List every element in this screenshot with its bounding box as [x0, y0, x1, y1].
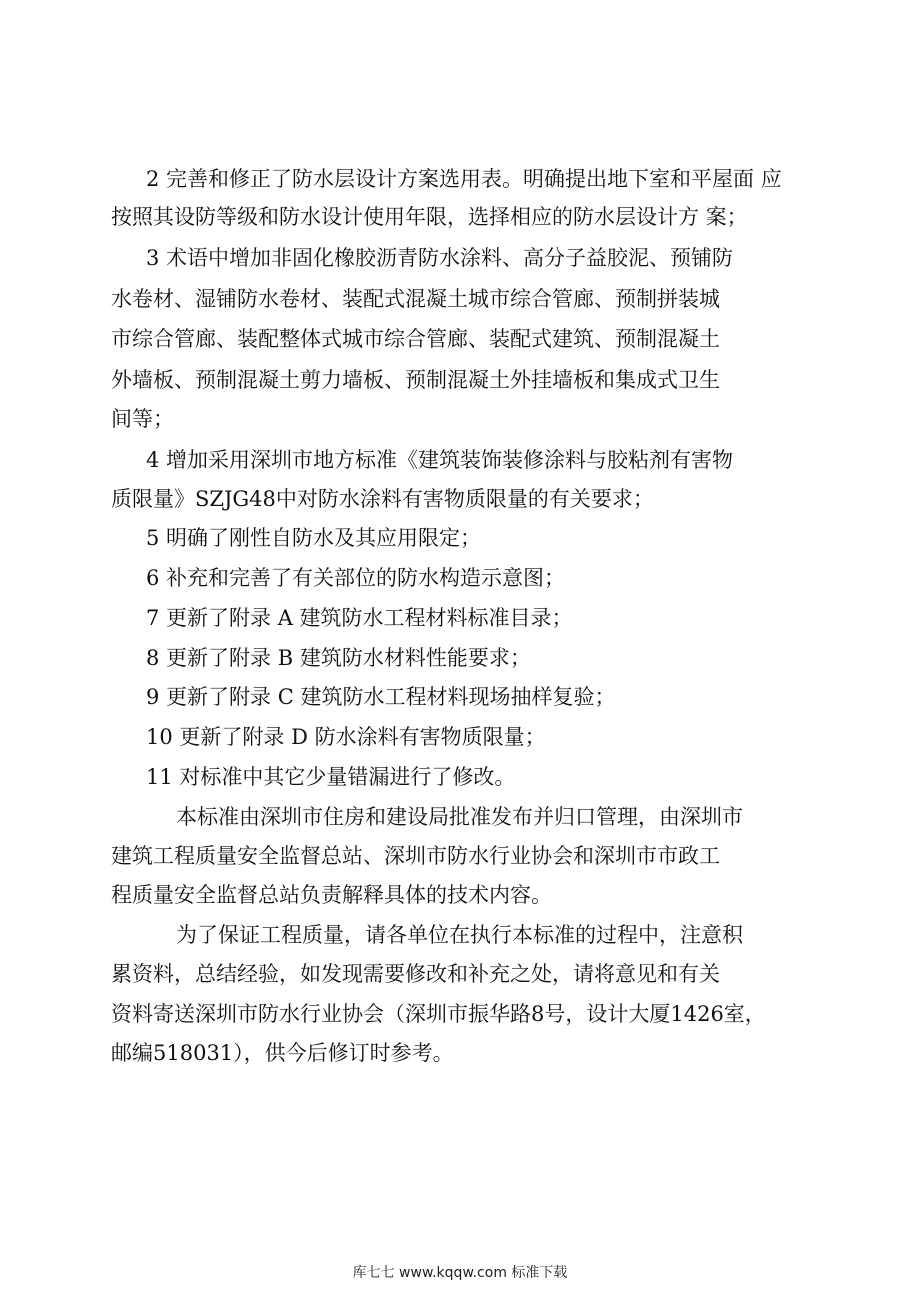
text-line: 邮编518031），供今后修订时参考。	[111, 1041, 454, 1065]
text-line: 11 对标准中其它少量错漏进行了修改。	[146, 765, 516, 789]
text-line: 4 增加采用深圳市地方标准《建筑装饰装修涂料与胶粘剂有害物	[146, 448, 734, 472]
text-line: 9 更新了附录 C 建筑防水工程材料现场抽样复验；	[146, 685, 616, 709]
text-line: 7 更新了附录 A 建筑防水工程材料标准目录；	[146, 606, 573, 630]
text-line: 累资料，总结经验，如发现需要修改和补充之处，请将意见和有关	[111, 962, 720, 986]
text-line: 2 完善和修正了防水层设计方案选用表。明确提出地下室和平屋面 应	[146, 167, 782, 191]
text-line: 为了保证工程质量，请各单位在执行本标准的过程中，注意积	[176, 923, 743, 947]
text-line: 按照其设防等级和防水设计使用年限，选择相应的防水层设计方 案；	[111, 205, 748, 229]
text-line: 市综合管廊、装配整体式城市综合管廊、装配式建筑、预制混凝土	[111, 327, 720, 351]
text-line: 资料寄送深圳市防水行业协会（深圳市振华路8号，设计大厦1426室，	[111, 1002, 766, 1026]
text-line: 外墙板、预制混凝土剪力墙板、预制混凝土外挂墙板和集成式卫生	[111, 368, 720, 392]
text-line: 质限量》SZJG48中对防水涂料有害物质限量的有关要求；	[111, 487, 654, 511]
text-line: 建筑工程质量安全监督总站、深圳市防水行业协会和深圳市市政工	[111, 844, 720, 868]
page-footer: 库七七 www.kqqw.com 标准下载	[352, 1265, 568, 1281]
text-line: 水卷材、湿铺防水卷材、装配式混凝土城市综合管廊、预制拼装城	[111, 287, 720, 311]
text-line: 6 补充和完善了有关部位的防水构造示意图；	[146, 566, 566, 590]
text-line: 8 更新了附录 B 建筑防水材料性能要求；	[146, 646, 531, 670]
text-line: 本标准由深圳市住房和建设局批准发布并归口管理，由深圳市	[176, 805, 743, 829]
text-line: 5 明确了刚性自防水及其应用限定；	[146, 526, 482, 550]
text-line: 间等；	[111, 407, 174, 431]
text-line: 程质量安全监督总站负责解释具体的技术内容。	[111, 883, 552, 907]
text-line: 3 术语中增加非固化橡胶沥青防水涂料、高分子益胶泥、预铺防	[146, 246, 734, 270]
text-line: 10 更新了附录 D 防水涂料有害物质限量；	[146, 725, 546, 749]
